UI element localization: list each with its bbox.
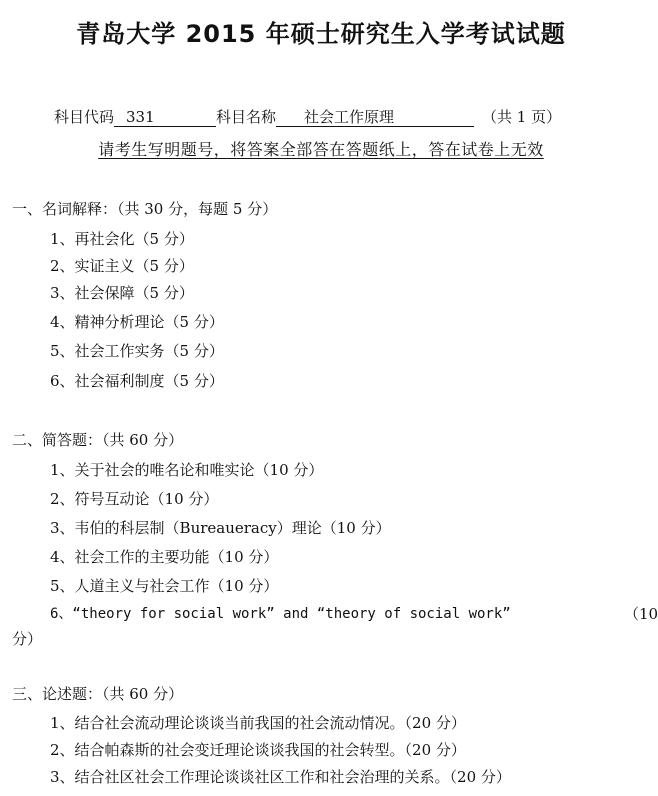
s2-item-6-score-start: （10 — [624, 605, 658, 623]
s1-item-3: 3、社会保障（5 分） — [50, 284, 194, 302]
s1-item-1: 1、再社会化（5 分） — [50, 230, 194, 248]
s2-item-6-score-end: 分） — [12, 630, 43, 648]
section-2-heading: 二、简答题：（共 60 分） — [12, 431, 184, 449]
s2-item-1: 1、关于社会的唯名论和唯实论（10 分） — [50, 461, 324, 479]
subject-name-value: 社会工作原理 — [276, 108, 474, 127]
exam-title: 青岛大学 2015 年硕士研究生入学考试试题 — [76, 20, 566, 48]
s3-item-3: 3、结合社区社会工作理论谈谈社区工作和社会治理的关系。（20 分） — [50, 768, 511, 786]
page-count: （共 1 页） — [482, 108, 562, 126]
s1-item-2: 2、实证主义（5 分） — [50, 257, 194, 275]
subject-info-line — [54, 106, 614, 127]
subject-code-label: 科目代码 — [54, 108, 115, 126]
answer-notice: 请考生写明题号，将答案全部答在答题纸上，答在试卷上无效 — [98, 140, 544, 159]
subject-name-label: 科目名称 — [216, 108, 277, 126]
subject-code-value: 331 — [114, 108, 216, 127]
s1-item-5: 5、社会工作实务（5 分） — [50, 342, 224, 360]
s2-item-4: 4、社会工作的主要功能（10 分） — [50, 548, 279, 566]
s2-item-6-text: 6、“theory for social work” and “theory of social work” — [50, 606, 511, 622]
s2-item-3: 3、韦伯的科层制（Bureaueracy）理论（10 分） — [50, 519, 391, 537]
s1-item-6: 6、社会福利制度（5 分） — [50, 372, 224, 390]
s2-item-6 — [50, 603, 511, 623]
s1-item-4: 4、精神分析理论（5 分） — [50, 313, 224, 331]
section-1-heading: 一、名词解释：（共 30 分，每题 5 分） — [12, 200, 278, 218]
s2-item-5: 5、人道主义与社会工作（10 分） — [50, 577, 279, 595]
section-3-heading: 三、论述题：（共 60 分） — [12, 685, 184, 703]
s3-item-2: 2、结合帕森斯的社会变迁理论谈谈我国的社会转型。（20 分） — [50, 741, 466, 759]
s2-item-2: 2、符号互动论（10 分） — [50, 490, 219, 508]
s3-item-1: 1、结合社会流动理论谈谈当前我国的社会流动情况。（20 分） — [50, 714, 466, 732]
